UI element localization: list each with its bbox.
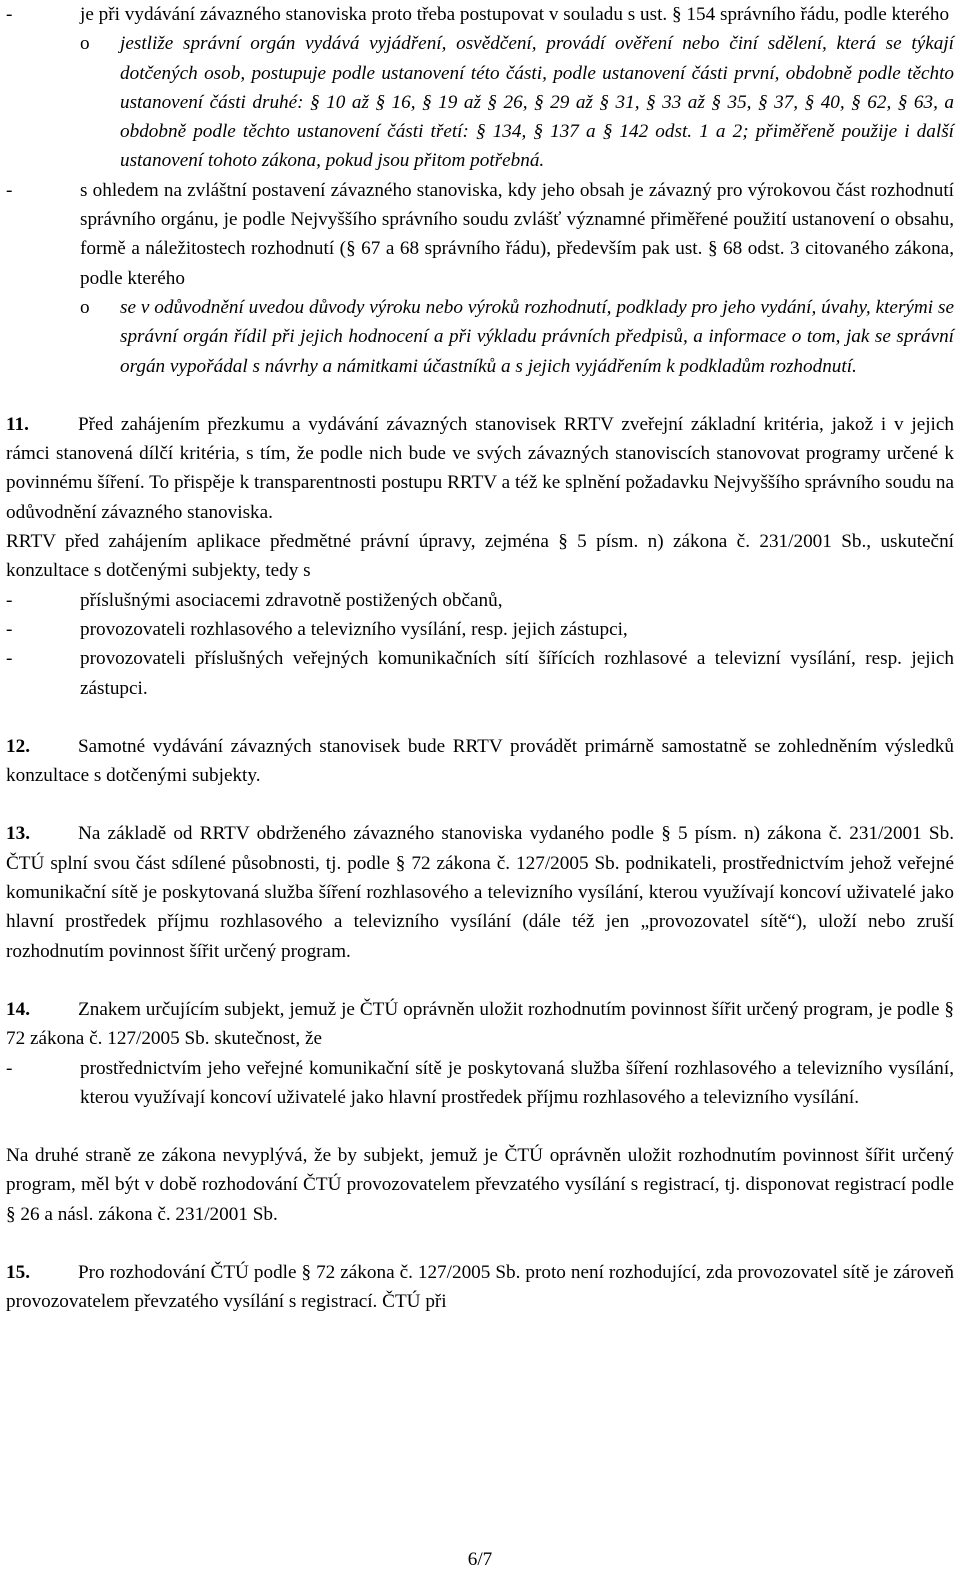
page-number: 6/7	[467, 1549, 493, 1570]
list-item-text: provozovateli rozhlasového a televizního vysílání, resp. jejich zástupci,	[80, 618, 628, 640]
dash-list-item	[6, 644, 954, 703]
paragraph-spacer	[6, 790, 954, 819]
list-item-text: je při vydávání závazného stanoviska proto třeba postupovat v souladu s ust. § 154 správního řádu, podle kterého	[80, 4, 950, 25]
list-item-text: příslušnými asociacemi zdravotně postižených občanů,	[80, 589, 503, 611]
document-page	[6, 0, 954, 1317]
paragraph-text: Samotné vydávání závazných stanovisek bude RRTV provádět primárně samostatně se zohledněním výsledků konzultace s dotčenými subjekty.	[6, 735, 954, 787]
list-item-text: s ohledem na zvláštní postavení závazného stanoviska, kdy jeho obsah je závazný pro výrokovou část rozhodnutí správního orgánu, je podle Nejvyššího správního soudu zvlášť významné přiměřené použití ustanovení o obsahu, formě a náležitostech rozhodnutí (§ 67 a 68 správního řádu), především pak ust. § 68 odst. 3 citovaného zákona, podle kterého	[80, 179, 954, 289]
list-item-text: prostřednictvím jeho veřejné komunikační sítě je poskytovaná služba šíření rozhlasového a televizního vysílání, kterou využívají koncoví uživatelé jako hlavní prostředek příjmu rozhlasového a televizního vysílání.	[80, 1057, 954, 1108]
numbered-paragraph	[6, 819, 954, 965]
quoted-provision-text: jestliže správní orgán vydává vyjádření, osvědčení, provádí ověření nebo činí sdělení, která se týkají dotčených osob, postupuje podle ustanovení této části, podle ustanovení části první, obdobně podle těchto ustanovení části druhé: § 10 až § 16, § 19 až § 26, § 29 až § 31, § 33 až § 35, § 37, § 40, § 62, § 63, a obdobně podle těchto ustanovení části třetí: § 134, § 137 a § 142 odst. 1 a 2; přiměřeně použije i další ustanovení tohoto zákona, pokud jsou přitom potřebná.	[120, 33, 954, 172]
paragraph-number: 15.	[6, 1261, 30, 1283]
dash-list-item	[6, 1054, 954, 1113]
paragraph-spacer	[6, 1229, 954, 1258]
numbered-paragraph	[6, 410, 954, 527]
paragraph-number: 12.	[6, 735, 30, 757]
quoted-provision	[80, 293, 954, 381]
dash-list-item	[6, 0, 954, 29]
paragraph-text: Na základě od RRTV obdrženého závazného stanoviska vydaného podle § 5 písm. n) zákona č. 231/2001 Sb. ČTÚ splní svou část sdílené působnosti, tj. podle § 72 zákona č. 127/2005 Sb. podnikateli, prostřednictvím jehož veřejné komunikační sítě je poskytovaná služba šíření rozhlasového a televizního vysílání, kterou využívají koncoví uživatelé jako hlavní prostředek příjmu rozhlasového a televizního vysílání (dále též jen „provozovatel sítě“), uloží nebo zruší rozhodnutím povinnost šířit určený program.	[6, 823, 954, 962]
list-item-text: provozovateli příslušných veřejných komunikačních sítí šířících rozhlasové a televizní vysílání, resp. jejich zástupci.	[80, 648, 954, 699]
dash-marker: -	[6, 589, 13, 611]
dash-marker: -	[6, 618, 13, 640]
paragraph	[6, 527, 954, 586]
dash-marker: -	[6, 648, 13, 670]
paragraph-text: Pro rozhodování ČTÚ podle § 72 zákona č. 127/2005 Sb. proto není rozhodující, zda provozovatel sítě je zároveň provozovatelem převzatého vysílání s registrací. ČTÚ při	[6, 1261, 954, 1313]
paragraph-text: Na druhé straně ze zákona nevyplývá, že by subjekt, jemuž je ČTÚ oprávněn uložit rozhodnutím povinnost šířit určený program, měl být v době rozhodování ČTÚ provozovatelem převzatého vysílání s registrací, tj. disponovat registrací podle § 26 a násl. zákona č. 231/2001 Sb.	[6, 1145, 954, 1225]
dash-marker: -	[6, 179, 13, 201]
dash-list-item	[6, 176, 954, 293]
dash-list-item	[6, 615, 954, 644]
paragraph	[6, 1141, 954, 1229]
numbered-paragraph	[6, 732, 954, 791]
dash-marker: -	[6, 4, 13, 25]
quoted-provision	[80, 29, 954, 175]
paragraph-spacer	[6, 381, 954, 410]
paragraph-spacer	[6, 1112, 954, 1141]
numbered-paragraph	[6, 1258, 954, 1317]
paragraph-spacer	[6, 966, 954, 995]
paragraph-spacer	[6, 703, 954, 732]
numbered-paragraph	[6, 995, 954, 1054]
paragraph-text: Před zahájením přezkumu a vydávání závazných stanovisek RRTV zveřejní základní kritéria, jakož i v jejich rámci stanovená dílčí kritéria, s tím, že podle nich bude ve svých závazných stanoviscích stanovovat programy určené k povinnému šíření. To přispěje k transparentnosti postupu RRTV a též ke splnění požadavku Nejvyššího správního soudu na odůvodnění závazného stanoviska.	[6, 413, 954, 523]
dash-marker: -	[6, 1057, 13, 1079]
paragraph-number: 11.	[6, 413, 29, 435]
paragraph-text: Znakem určujícím subjekt, jemuž je ČTÚ oprávněn uložit rozhodnutím povinnost šířit určený program, je podle § 72 zákona č. 127/2005 Sb. skutečnost, že	[6, 998, 954, 1050]
paragraph-text: RRTV před zahájením aplikace předmětné právní úpravy, zejména § 5 písm. n) zákona č. 231/2001 Sb., uskuteční konzultace s dotčenými subjekty, tedy s	[6, 531, 954, 582]
quoted-provision-text: se v odůvodnění uvedou důvody výroku nebo výroků rozhodnutí, podklady pro jeho vydání, úvahy, kterými se správní orgán řídil při jejich hodnocení a při výkladu právních předpisů, a informace o tom, jak se správní orgán vypořádal s návrhy a námitkami účastníků a s jejich vyjádřením k podkladům rozhodnutí.	[120, 296, 954, 377]
bullet-marker: o	[80, 296, 90, 318]
bullet-marker: o	[80, 33, 90, 55]
paragraph-number: 13.	[6, 823, 30, 845]
dash-list-item	[6, 586, 954, 615]
paragraph-number: 14.	[6, 998, 30, 1020]
